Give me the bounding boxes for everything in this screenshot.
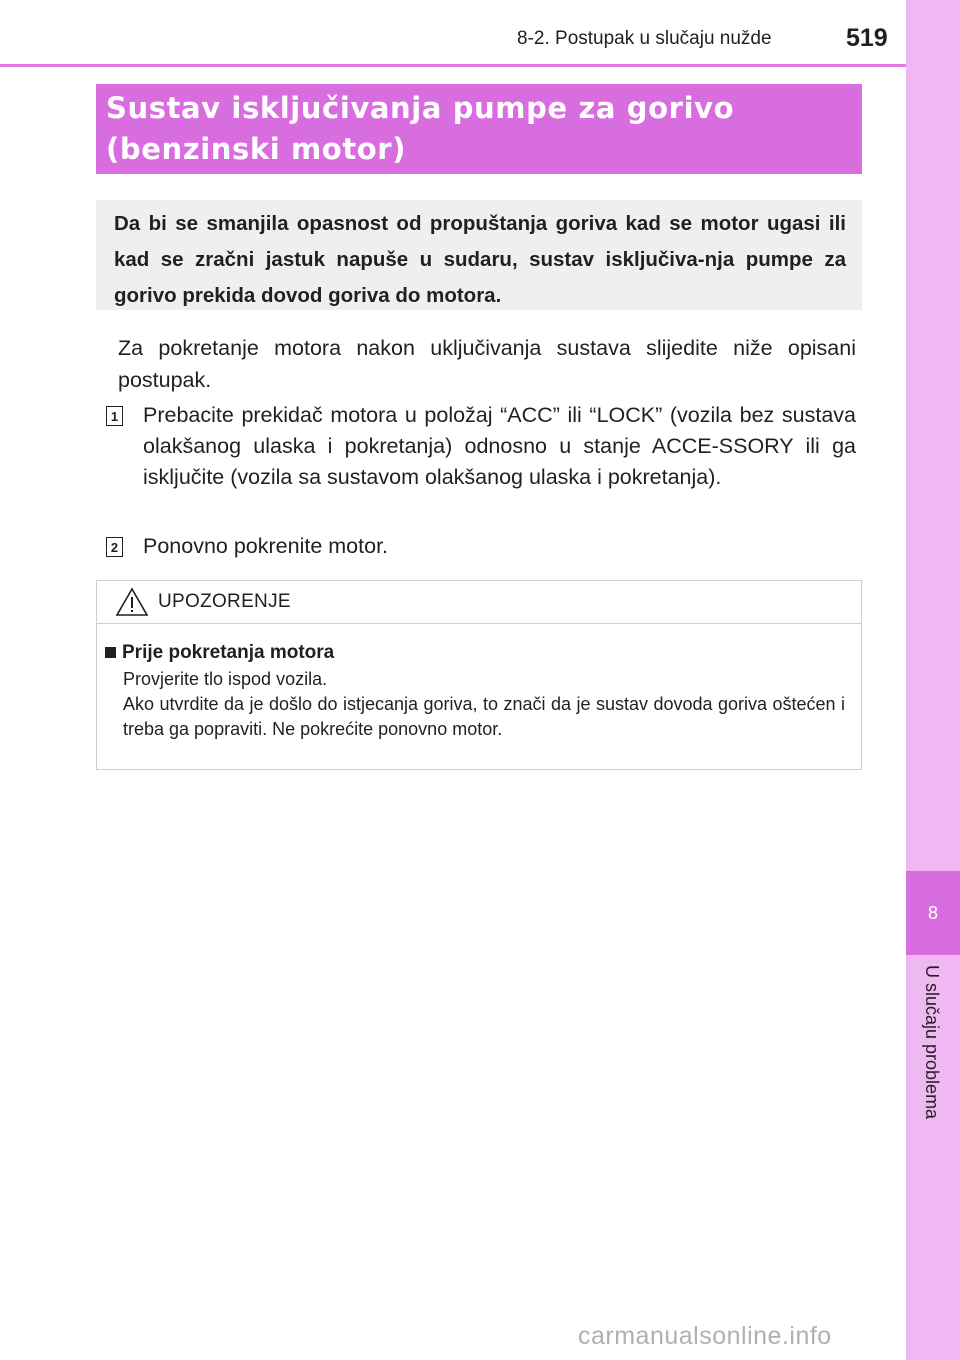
instruction-paragraph: Za pokretanje motora nakon uključivanja sustava slijedite niže opisani postupak. <box>118 336 856 392</box>
warning-title: UPOZORENJE <box>158 591 291 612</box>
chapter-tab[interactable] <box>906 871 960 955</box>
step-number-badge: 2 <box>106 537 123 557</box>
warning-triangle-icon <box>115 587 149 617</box>
warning-box <box>96 580 862 770</box>
warning-text-line-2: Ako utvrdite da je došlo do istjecanja goriva, to znači da je sustav dovoda goriva oštećen i treba ga popraviti. Ne pokrećite ponovno motor. <box>123 694 845 739</box>
step-text: Prebacite prekidač motora u položaj “ACC” ili “LOCK” (vozila bez sustava olakšanog ulaska i pokretanja) odnosno u stanje ACCE-SSORY ili ga isključite (vozila sa sustavom olakšanog ulaska i pokretanja). <box>143 403 856 489</box>
watermark: carmanualsonline.info <box>578 1322 832 1350</box>
step-number-badge: 1 <box>106 406 123 426</box>
warning-header <box>97 581 861 624</box>
chapter-label: U slučaju problema <box>922 965 942 1120</box>
step-text: Ponovno pokrenite motor. <box>143 534 389 558</box>
step-item <box>110 400 856 493</box>
section-heading <box>96 84 862 174</box>
heading-line-2: (benzinski motor) <box>106 132 407 166</box>
section-title: 8-2. Postupak u slučaju nužde <box>517 28 772 49</box>
step-item <box>110 531 856 562</box>
chapter-number: 8 <box>927 902 938 923</box>
square-bullet-icon <box>105 647 116 658</box>
side-tab-upper <box>906 0 960 871</box>
warning-text-line-1: Provjerite tlo ispod vozila. <box>123 669 328 689</box>
warning-body <box>105 639 845 742</box>
heading-line-1: Sustav isključivanja pumpe za gorivo <box>106 91 735 125</box>
page-number: 519 <box>846 24 888 52</box>
intro-summary: Da bi se smanjila opasnost od propuštanja goriva kad se motor ugasi ili kad se zračni jastuk napuše u sudaru, sustav isključiva-nja pumpe za gorivo prekida dovod goriva do motora. <box>96 200 862 310</box>
header-divider <box>0 64 906 67</box>
warning-subheading <box>105 639 845 667</box>
warning-subheading-text: Prije pokretanja motora <box>122 642 335 663</box>
